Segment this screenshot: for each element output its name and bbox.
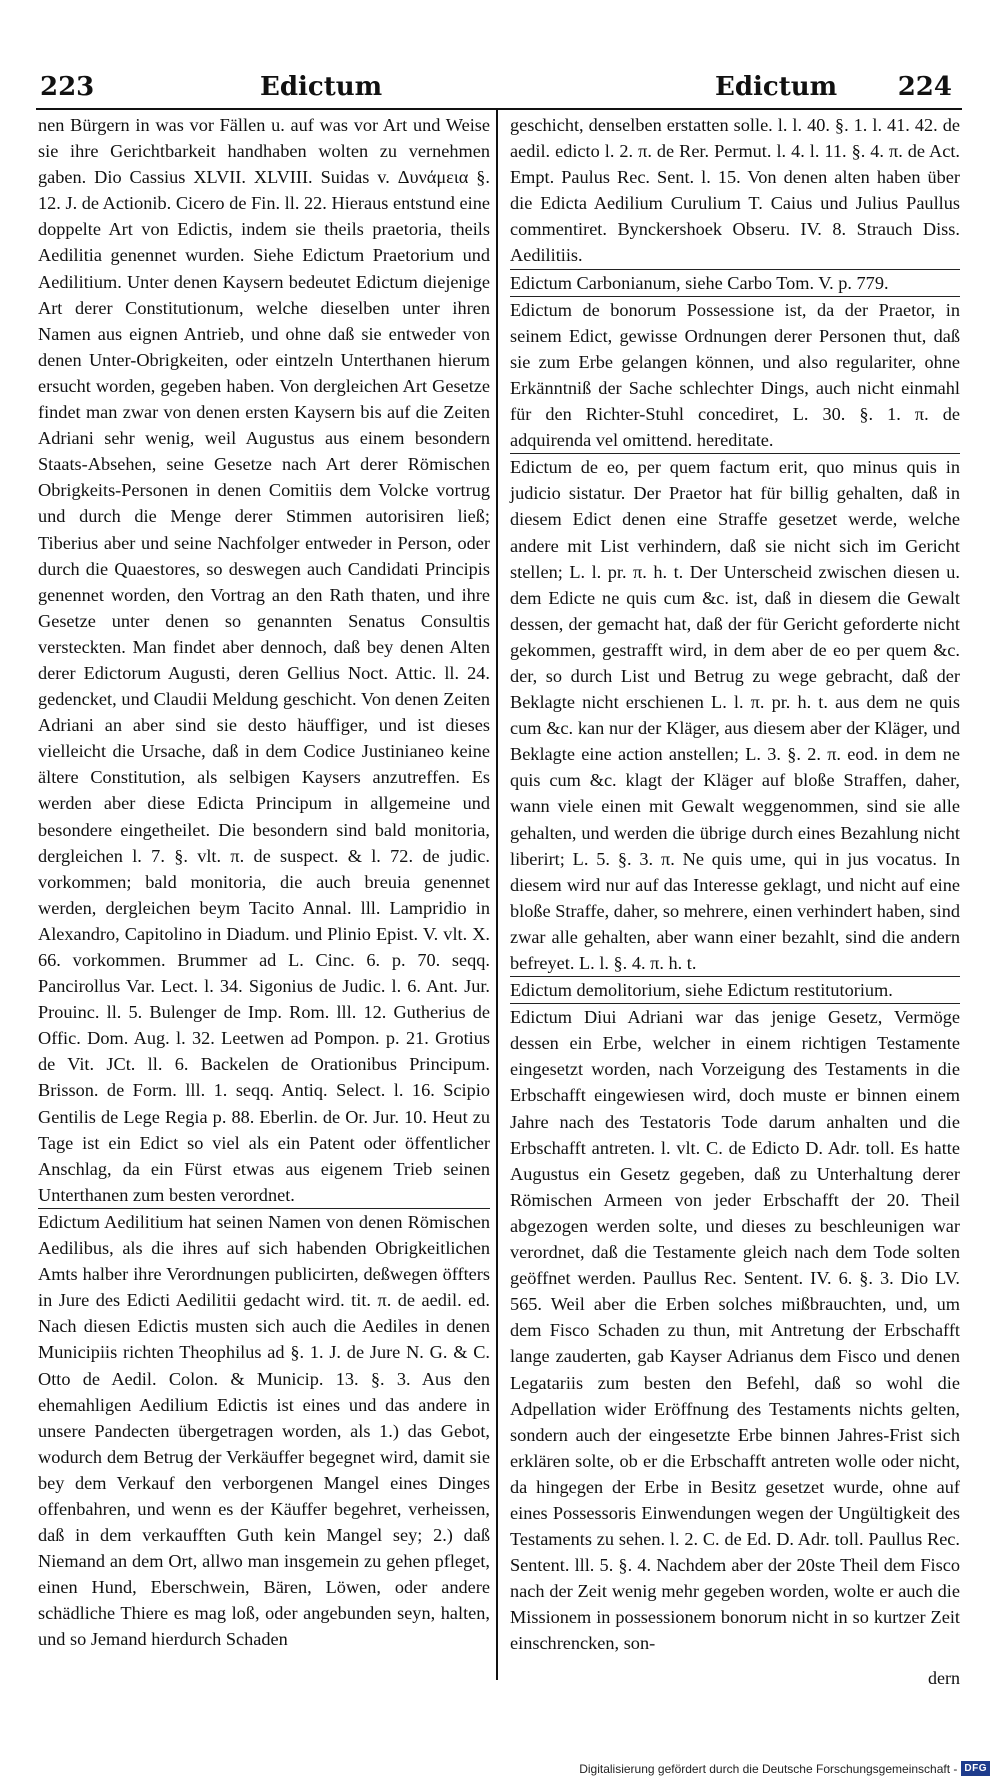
header-rule — [36, 108, 962, 110]
headword-left: Edictum — [260, 72, 383, 102]
right-column — [510, 112, 960, 1657]
dfg-logo-icon: DFG — [961, 1761, 990, 1776]
paragraph: Edictum de bonorum Possessione ist, da der Praetor, in seinem Edict, gewisse Ordnungen derer Personen thut, daß sie zum Erbe gelangen können, und also regulariter, ohne Erkänntniß der Sache schlechter Dings, auch nicht einmahl für den Richter-Stuhl concediret, L. 30. §. 1. π. de adquirenda vel omittend. hereditate. — [510, 296, 960, 454]
page-header — [30, 68, 970, 108]
paragraph: nen Bürgern in was vor Fällen u. auf was vor Art und Weise sie ihre Gerichtbarkeit handhaben wolten zu vernehmen gaben. Dio Cassius XLVII. XLVIII. Suidas v. Δυνάμεια §. 12. J. de Actionib. Cicero de Fin. ll. 22. Hieraus entstund eine doppelte Art von Edictis, indem sie theils praetoria, theils Aedilitia genennet wurden. Siehe Edictum Praetorium und Aedilitium. Unter denen Kaysern bedeutet Edictum diejenige Art derer Constitutionum, welche dieselben unter ihren Namen aus eignen Antrieb, und ohne daß sie entweder von denen Unter-Obrigkeiten, oder eintzeln Unterthanen hierum ersucht worden, gegeben haben. Von dergleichen Art Gesetze findet man zwar von denen ersten Kaysern bis auf die Zeiten Adriani sehr wenig, weil Augustus aus einem besondern Staats-Absehen, seine Gesetze nach Art derer Römischen Obrigkeits-Personen in denen Comitiis dem Volcke vortrug und durch die Menge derer Stimmen autorisiren ließ; Tiberius aber und seine Nachfolger entweder in Person, oder durch die Quaestores, so deswegen auch Candidati Principis genennet worden, den Vortrag an den Rath thaten, und ihre Gesetze unter denen so genannten Senatus Consultis versteckten. Man findet aber dennoch, daß bey denen Alten derer Edictorum Augusti, deren Gellius Noct. Attic. ll. 24. gedencket, und Claudii Meldung geschicht. Von denen Zeiten Adriani an aber sind sie desto häuffiger, und ist dieses vielleicht die Ursache, daß in dem Codice Justinianeo keine ältere Constitution, als selbigen Kaysers anzutreffen. Es werden aber diese Edicta Principum in allgemeine und besondere eingetheilet. Die besondern sind bald monitoria, dergleichen l. 7. §. vlt. π. de suspect. & l. 72. de judic. vorkommen; bald monitoria, die auch breuia genennet werden, dergleichen beym Tacito Annal. lll. Lampridio in Alexandro, Capitolino in Diadum. und Plinio Epist. V. vlt. X. 66. vorkommen. Brummer ad L. Cinc. 6. p. 70. seqq. Pancirollus Var. Lect. l. 34. Sigonius de Judic. l. 6. Ant. Jur. Prouinc. ll. 5. Bulenger de Imp. Rom. lll. 12. Gutherius de Offic. Dom. Aug. l. 32. Leetwen ad Pompon. p. 21. Grotius de Vit. JCt. ll. 6. Backelen de Orationibus Principum. Brisson. de Form. lll. 1. seqq. Antiq. Select. l. 16. Scipio Gentilis de Lege Regia p. 88. Eberlin. de Or. Jur. 10. Heut zu Tage ist ein Edict so viel als ein Patent oder öffentlicher Anschlag, da ein Fürst etwas aus eigenem Trieb seinen Unterthanen zum besten verordnet. — [38, 115, 490, 1205]
column-divider — [496, 108, 498, 1680]
paragraph: Edictum de eo, per quem factum erit, quo minus quis in judicio sistatur. Der Praetor hat für billig gehalten, daß in diesem Edict denen eine Straffe gesetzet werde, welche andere mit List verhindern, daß sie nicht sich im Gericht stellen; L. l. pr. π. h. t. Der Unterscheid zwischen diesen u. dem Edicte ne quis cum &c. ist, daß in diesem die Gewalt dessen, der gemacht hat, daß der für Gericht geforderte nicht gekommen, gestrafft wird, in dem aber de eo per quem &c. der, so durch List und Betrug zu wege gebracht, daß der Beklagte nicht erschienen L. l. π. pr. h. t. aus dem ne quis cum &c. kan nur der Kläger, aus diesem aber der Kläger, und Beklagte eine action anstellen; L. 3. §. 2. π. eod. in dem ne quis cum &c. klagt der Kläger auf bloße Straffen, daher, wann viele einen mit Gewalt weggenommen, sind sie alle gehalten, und werden die übrige durch eines Bezahlung nicht liberirt; L. 5. §. 3. π. Ne quis ume, qui in jus vocatus. In diesem wird nur auf das Interesse geklagt, und nicht auf eine bloße Straffe, daher, so mehrere, einen verhindert haben, sind zwar alle gehalten, aber wann einer bezahlt, sind die andern befreyet. L. l. §. 4. π. h. t. — [510, 453, 960, 976]
page-number-right: 224 — [897, 72, 952, 102]
page-number-left: 223 — [40, 72, 95, 102]
paragraph: Edictum demolitorium, siehe Edictum restitutorium. — [510, 976, 960, 1003]
left-column — [38, 112, 490, 1653]
catchword: dern — [928, 1668, 960, 1688]
credit-text: Digitalisierung gefördert durch die Deutsche Forschungsgemeinschaft - — [579, 1761, 958, 1776]
paragraph: Edictum Aedilitium hat seinen Namen von denen Römischen Aedilibus, als die ihres auf sich habenden Obrigkeitlichen Amts halber ihre Verordnungen publicirten, deßwegen öffters in Jure des Edicti Aedilitii gedacht wird. tit. π. de aedil. ed. Nach diesen Edictis musten sich auch die Aediles in denen Municipiis richten Theophilus ad §. 1. J. de Jure N. G. & C. Otto de Aedil. Colon. & Municip. 13. §. 3. Aus den ehemahligen Aedilium Edictis ist eines und das andere in unsere Pandecten übergetragen worden, als 1.) das Gebot, wodurch dem Betrug der Verkäuffer begegnet wird, damit sie bey dem Verkauf den verborgenen Mangel eines Dinges offenbahren, und wenn es der Käuffer begehret, verheissen, daß in dem verkaufften Guth kein Mangel sey; 2.) daß Niemand an dem Ort, allwo man insgemein zu gehen pfleget, einen Hund, Eberschwein, Bären, Löwen, oder andere schädliche Thiere es mag loß, oder angebunden seyn, halten, und so Jemand hierdurch Schaden — [38, 1208, 490, 1653]
paragraph: Edictum Diui Adriani war das jenige Gesetz, Vermöge dessen ein Erbe, welcher in einem richtigen Testamente eingesetzt worden, nach Vorzeigung des Testaments in die Erbschafft eingewiesen wird, doch muste er binnen einem Jahre nach des Testatoris Tode darum anhalten und die Erbschafft antreten. l. vlt. C. de Edicto D. Adr. toll. Es hatte Augustus ein Gesetz gegeben, daß zu Unterhaltung derer Römischen Armeen von jeder Erbschafft der 20. Theil abgezogen werden solte, und dieses zu beschleunigen war verordnet, daß die Testamente gleich nach dem Tode solten geöffnet werden. Paullus Rec. Sentent. IV. 6. §. 3. Dio LV. 565. Weil aber die Erben solches mißbrauchten, und, um dem Fisco Schaden zu thun, mit Antretung der Erbschafft lange zauderten, gab Kayser Adrianus dem Fisco und denen Legatariis zum besten den Befehl, daß so wohl die Adpellation wider Eröffnung des Testaments nichts gelten, sondern auch der eingesetzte Erbe binnen Jahres-Frist sich erklären solte, ob er die Erbschafft antreten wolle oder nicht, da hingegen der Erbe in Besitz gesetzet wurde, ohne auf eines Possessoris Einwendungen wegen der Ungültigkeit des Testaments zu sehen. l. 2. C. de Ed. D. Adr. toll. Paullus Rec. Sentent. lll. 5. §. 4. Nachdem aber der 20ste Theil dem Fisco nach der Zeit wenig mehr gegeben worden, wolte er auch die Missionem in possessionem bonorum nicht in so kurtzer Zeit einschrencken, son- — [510, 1003, 960, 1656]
paragraph: Edictum Carbonianum, siehe Carbo Tom. V. p. 779. — [510, 269, 960, 296]
paragraph: geschicht, denselben erstatten solle. l. l. 40. §. 1. l. 41. 42. de aedil. edicto l. 2. π. de Rer. Permut. l. 4. l. 11. §. 4. π. de Act. Empt. Paulus Rec. Sent. l. 15. Von denen alten haben über die Edicta Aedilium Curulium T. Caius und Julius Paullus commentiret. Bynckershoek Obseru. IV. 8. Strauch Diss. Aedilitiis. — [510, 115, 960, 266]
digitization-credit — [579, 1761, 990, 1776]
headword-right: Edictum — [715, 72, 838, 102]
